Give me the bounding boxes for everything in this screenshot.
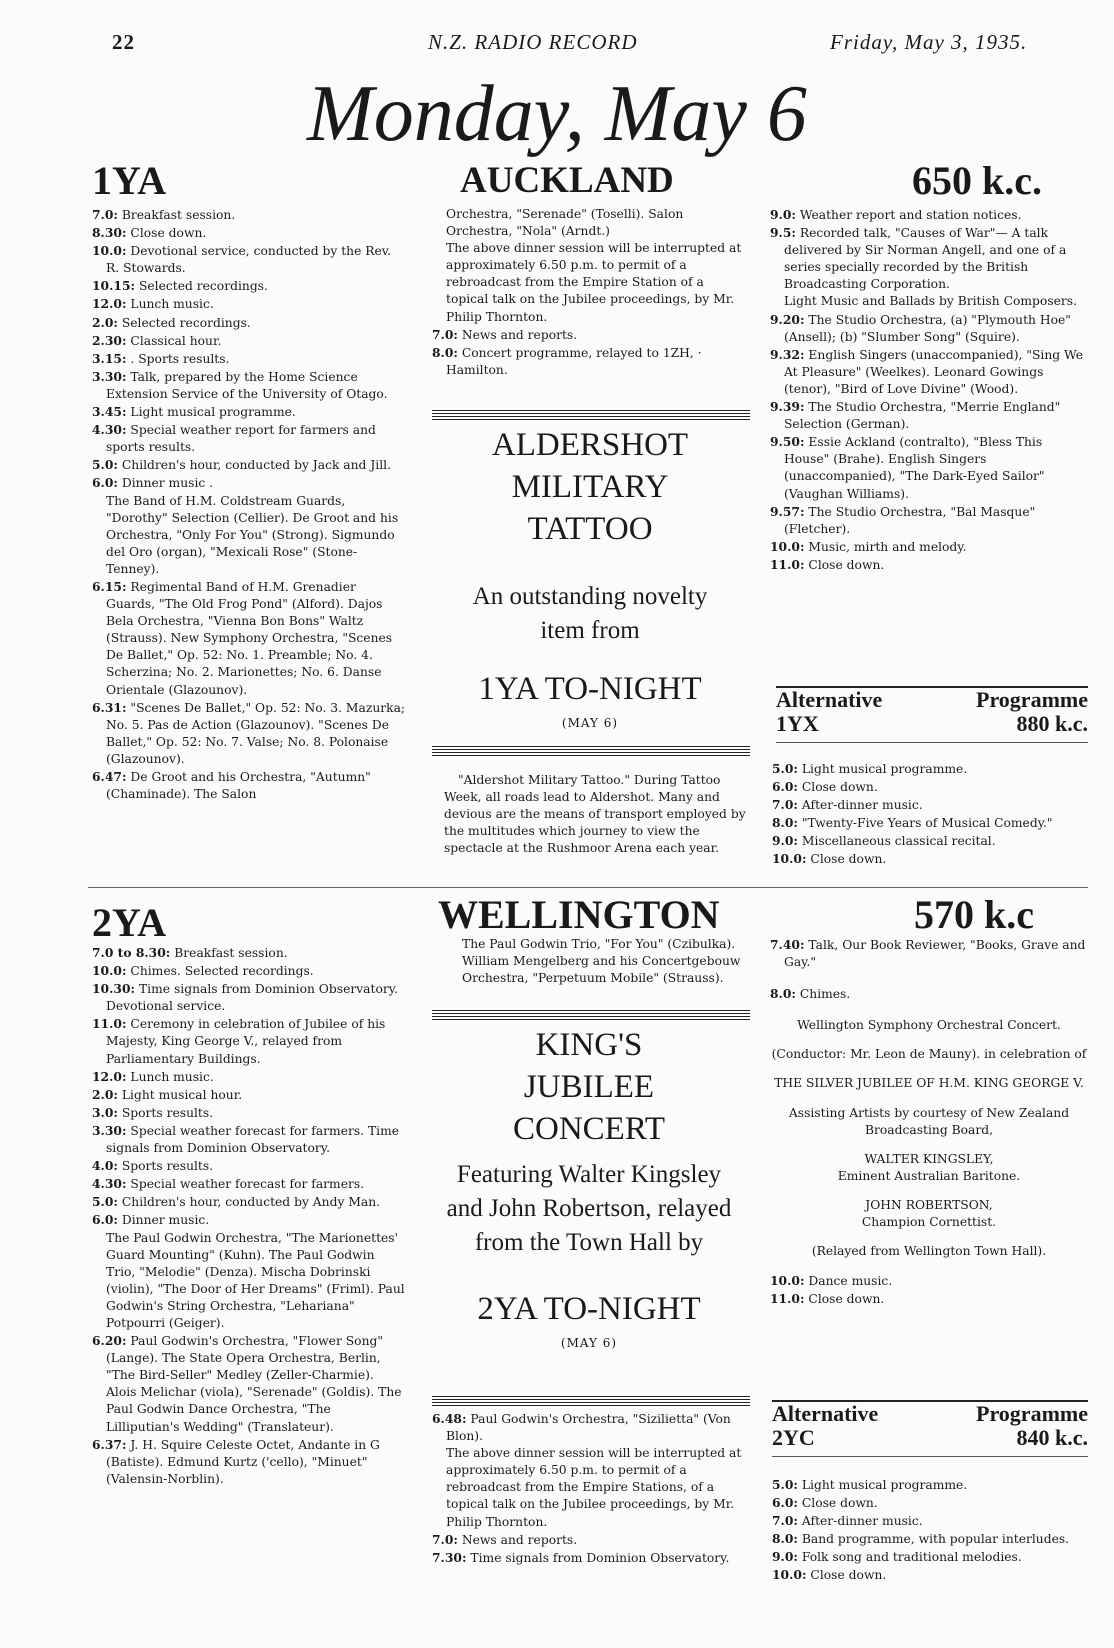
time: 2.30:: [92, 332, 127, 348]
list-item: [92, 980, 407, 1015]
page-title: Monday, May 6: [307, 70, 807, 158]
time: 5.0:: [772, 761, 798, 776]
artist-description: Champion Cornettist.: [861, 1215, 997, 1230]
time: 12.0:: [92, 1068, 127, 1084]
description: Talk, prepared by the Home Science Extension Service of the University of Otago.: [106, 369, 388, 401]
auckland-column-2: [432, 206, 748, 379]
frequency-1ya: 650 k.c.: [912, 158, 1042, 203]
issue-date: Friday, May 3, 1935.: [830, 30, 1028, 54]
description: Light musical programme.: [801, 762, 968, 776]
rule: [432, 1010, 750, 1020]
list-item: [432, 206, 748, 240]
description: The above dinner session will be interrupted at approximately 6.50 p.m. to permit of a rebroadcast from the Empire Stations, of a topical talk on the Jubilee proceedings, by Mr. Philip Thornton.: [446, 1446, 742, 1529]
description: News and reports.: [461, 327, 578, 342]
time: 6.31:: [92, 699, 127, 715]
description: Orchestra, "Serenade" (Toselli). Salon Orchestra, "Nola" (Arndt.): [446, 207, 684, 239]
time: 10.0:: [92, 243, 127, 259]
station-2ya: 2YA: [92, 900, 167, 945]
description: Close down.: [808, 557, 885, 572]
description: Paul Godwin's Orchestra, "Sizilietta" (Von Blon).: [446, 1412, 731, 1444]
alt-freq: 880 k.c.: [1016, 711, 1088, 736]
list-item: [92, 493, 407, 578]
description: The Studio Orchestra, "Bal Masque" (Fletcher).: [784, 504, 1036, 536]
list-item: [92, 1104, 407, 1122]
city-wellington: WELLINGTON: [438, 892, 720, 937]
list-item: [92, 368, 407, 403]
description: Band programme, with popular interludes.: [801, 1532, 1070, 1547]
description: Close down.: [810, 1568, 887, 1583]
ad-line: KING'S: [535, 1027, 643, 1063]
time: 6.0:: [772, 779, 798, 795]
list-item: [92, 295, 407, 313]
list-item: [770, 206, 1088, 224]
list-item: [92, 1068, 407, 1086]
description: Light musical hour.: [121, 1087, 243, 1102]
aldershot-note: "Aldershot Military Tattoo." During Tattoo Week, all roads lead to Aldershot. Many and devious are the means of transport employed by the multitudes which journey to view the spectacle at the Rushmoor Arena each year.: [444, 773, 746, 856]
list-item: [772, 1494, 1088, 1512]
list-item: [448, 936, 748, 987]
list-item: [770, 1290, 1088, 1308]
artist-name: JOHN ROBERTSON,: [865, 1197, 993, 1212]
alt-label-2: Programme: [976, 1401, 1088, 1426]
time: 7.0:: [432, 326, 458, 342]
description: . Sports results.: [130, 351, 230, 366]
wellington-column-2: [448, 936, 748, 987]
jubilee-ad: [422, 1024, 756, 1350]
time: 3.30:: [92, 368, 127, 384]
ad-sub: Featuring Walter Kingsley: [456, 1161, 722, 1188]
list-item: [770, 293, 1088, 310]
description: Music, mirth and melody.: [808, 539, 967, 554]
time: 9.50:: [770, 434, 805, 450]
wellington-column-1: [92, 944, 407, 1488]
time: 10.0:: [770, 538, 805, 554]
list-item: [92, 699, 407, 768]
wellington-column-2b: [432, 1410, 748, 1567]
time: 7.0:: [772, 797, 798, 813]
description: Light Music and Ballads by British Composers.: [784, 294, 1077, 309]
alt-programme-1yx: [776, 686, 1088, 743]
alt-1yx-list: [772, 760, 1088, 869]
description: Miscellaneous classical recital.: [801, 834, 996, 849]
description: After-dinner music.: [801, 798, 923, 813]
concert-title: Wellington Symphony Orchestral Concert.: [797, 1018, 1061, 1033]
description: Sports results.: [121, 1105, 214, 1120]
time: 6.47:: [92, 769, 127, 784]
list-item: [92, 421, 407, 456]
description: Time signals from Dominion Observatory. Devotional service.: [106, 982, 398, 1014]
description: Dance music.: [808, 1274, 893, 1289]
description: Special weather forecast for farmers. Time signals from Dominion Observatory.: [106, 1123, 400, 1156]
list-item: [772, 850, 1088, 868]
time: 9.57:: [770, 503, 805, 519]
time: 6.0:: [92, 475, 118, 491]
list-item: [92, 1175, 407, 1193]
list-item: [92, 224, 407, 242]
time: 2.0:: [92, 1086, 118, 1102]
auckland-column-3: [770, 206, 1088, 574]
list-item: [92, 332, 407, 350]
time: 5.0:: [92, 457, 118, 473]
time: 2.0:: [92, 314, 118, 330]
list-item: 7.40: Talk, Our Book Reviewer, "Books, Grave and Gay.": [770, 937, 1086, 970]
list-item: [92, 578, 407, 699]
list-item: [432, 1531, 748, 1549]
description: Folk song and traditional melodies.: [801, 1550, 1022, 1565]
description: Essie Ackland (contralto), "Bless This House" (Brahe). English Singers (unaccompanied), "The Dark-Eyed Sailor" (Vaughan Williams).: [784, 435, 1045, 501]
description: Recorded talk, "Causes of War"— A talk delivered by Sir Norman Angell, and one of a series specially recorded by the British Broadcasting Corporation.: [784, 226, 1067, 292]
conductor: (Conductor: Mr. Leon de Mauny). in celebration of: [771, 1047, 1087, 1062]
list-item: [432, 344, 748, 379]
description: Light musical programme.: [130, 405, 296, 420]
list-item: [770, 433, 1088, 502]
rule: [432, 1396, 750, 1406]
list-item: [92, 1211, 407, 1229]
alt-2yc-list: [772, 1476, 1088, 1585]
ad-line: CONCERT: [512, 1111, 666, 1147]
time: 9.0:: [772, 1549, 798, 1565]
time: 9.0:: [770, 207, 796, 222]
time: 9.0:: [772, 833, 798, 849]
time: 7.0:: [92, 207, 118, 222]
description: Lunch music.: [130, 297, 214, 312]
list-item: [432, 1549, 748, 1567]
list-item: [772, 796, 1088, 814]
time: 10.0:: [770, 1273, 805, 1289]
description: Children's hour, conducted by Andy Man.: [121, 1195, 381, 1210]
description: Children's hour, conducted by Jack and Jill.: [121, 458, 391, 473]
time: 9.39:: [770, 399, 805, 415]
list-item: [432, 240, 748, 325]
alt-label: Alternative: [772, 1401, 879, 1426]
time: 5.0:: [772, 1477, 798, 1492]
time: 8.0:: [772, 1531, 798, 1547]
description: The Band of H.M. Coldstream Guards, "Dorothy" Selection (Cellier). De Groot and his Orchestra, "Only For You" (Strong). Sigmundo del Oro (organ), "Mexicali Rose" (Stone-Tenney).: [106, 493, 399, 576]
ad-sub: An outstanding novelty: [472, 583, 708, 610]
description: "Scenes De Ballet," Op. 52: No. 3. Mazurka; No. 5. Pas de Action (Glazounov). "Scenes De Ballet," Op. 52: No. 7. Valse; No. 8. Polonaise (Glazounov).: [106, 700, 406, 766]
list-item: [772, 1548, 1088, 1566]
list-item: [772, 778, 1088, 796]
description: English Singers (unaccompanied), "Sing We At Pleasure" (Weelkes). Leonard Gowings (tenor), "Bird of Love Divine" (Wood).: [784, 347, 1083, 396]
list-item: [772, 1476, 1088, 1494]
list-item: [432, 1410, 748, 1445]
list-item: [92, 1332, 407, 1436]
ad-line: ALDERSHOT: [491, 427, 689, 463]
description: Special weather report for farmers and sports results.: [106, 423, 376, 455]
jubilee-title: THE SILVER JUBILEE OF H.M. KING GEORGE V.: [774, 1076, 1084, 1091]
time: 7.0 to 8.30:: [92, 945, 171, 960]
description: Ceremony in celebration of Jubilee of his Majesty, King George V., relayed from Parliamentary Buildings.: [106, 1017, 386, 1066]
aldershot-ad: [430, 424, 750, 730]
list-item: [770, 503, 1088, 538]
description: Devotional service, conducted by the Rev. R. Stowards.: [106, 244, 392, 276]
time: 6.0:: [772, 1495, 798, 1511]
auckland-column-1: [92, 206, 407, 803]
time: 3.30:: [92, 1122, 127, 1138]
description: The above dinner session will be interrupted at approximately 6.50 p.m. to permit of a rebroadcast from the Empire Station of a topical talk on the Jubilee proceedings, by Mr. Philip Thornton.: [446, 241, 742, 324]
time: 4.30:: [92, 1176, 127, 1192]
time: 7.0:: [432, 1531, 458, 1547]
description: Dinner music .: [121, 476, 214, 491]
description: The Paul Godwin Trio, "For You" (Czibulka). William Mengelberg and his Concertgebouw Orchestra, "Perpetuum Mobile" (Strauss).: [462, 937, 741, 986]
ad-station: 2YA TO-NIGHT: [477, 1291, 701, 1327]
time: 3.0:: [92, 1104, 118, 1120]
list-item: [92, 1230, 407, 1333]
time: 10.15:: [92, 278, 136, 294]
list-item: [92, 962, 407, 980]
description: Close down.: [130, 226, 207, 241]
list-item: [92, 474, 407, 492]
ad-line: JUBILEE: [523, 1069, 655, 1105]
list-item: [770, 1272, 1088, 1290]
description: News and reports.: [461, 1532, 578, 1547]
station-1ya: 1YA: [92, 158, 167, 203]
time: 9.32:: [770, 346, 805, 362]
section-divider: [88, 887, 1088, 888]
time: 3.45:: [92, 404, 127, 420]
description: Weather report and station notices.: [799, 208, 1022, 222]
description: Time signals from Dominion Observatory.: [470, 1550, 730, 1565]
time: 4.0:: [92, 1158, 118, 1174]
list-item: [770, 346, 1088, 398]
list-item: [772, 760, 1088, 778]
list-item: 8.0: Chimes.: [770, 986, 851, 1002]
time: 10.0:: [772, 851, 807, 867]
ad-line: TATTOO: [527, 511, 653, 547]
city-auckland: AUCKLAND: [460, 160, 674, 201]
description: Paul Godwin's Orchestra, "Flower Song" (Lange). The State Opera Orchestra, Berlin, "The Bird-Seller" Medley (Zeller-Charmie). Alois Melichar (viola), "Serenade" (Goldis). The Paul Godwin Dance Orchestra, "The Lilliputian's Wedding" (Translateur).: [106, 1334, 402, 1434]
time: 4.30:: [92, 422, 127, 438]
wellington-column-3: [770, 936, 1088, 1308]
list-item: [92, 1015, 407, 1067]
rule: [432, 746, 750, 756]
description: Close down.: [801, 780, 878, 795]
ad-date: (MAY 6): [560, 1336, 618, 1350]
time: 11.0:: [770, 556, 805, 572]
ad-sub: item from: [540, 617, 640, 644]
description: Sports results.: [121, 1159, 214, 1174]
time: 10.30:: [92, 981, 136, 997]
time: 6.15:: [92, 578, 127, 594]
time: 7.30:: [432, 1549, 467, 1565]
description: Regimental Band of H.M. Grenadier Guards, "The Old Frog Pond" (Alford). Dajos Bela Orchestra, "Vienna Bon Bons" Waltz (Strauss). New Symphony Orchestra, "Scenes De Ballet," Op. 52: No. 1. Preamble; No. 4. Scherzina; No. 2. Marionettes; No. 6. Danse Orientale (Glazounov).: [106, 579, 393, 697]
end-items: [770, 1272, 1088, 1308]
list-item: [92, 768, 407, 803]
list-item: [772, 832, 1088, 850]
description: Classical hour.: [130, 333, 222, 348]
ad-sub: from the Town Hall by: [474, 1229, 704, 1256]
time: 9.5:: [770, 225, 796, 241]
time: 8.0:: [432, 344, 458, 360]
description: Chimes. Selected recordings.: [130, 964, 314, 979]
list-item: [92, 1193, 407, 1211]
description: The Studio Orchestra, "Merrie England" Selection (German).: [784, 400, 1061, 432]
description: The Paul Godwin Orchestra, "The Marionettes' Guard Mounting" (Kuhn). The Paul Godwin Trio, "Melodie" (Denza). Mischa Dobrinski (violin), "The Door of Her Dreams" (Friml). Paul Godwin's String Orchestra, "Lehariana" Potpourri (Geiger).: [106, 1230, 405, 1330]
publication-name: N.Z. RADIO RECORD: [428, 30, 638, 54]
description: Light musical programme.: [801, 1478, 968, 1492]
description: The Studio Orchestra, (a) "Plymouth Hoe" (Ansell); (b) "Slumber Song" (Squire).: [784, 312, 1071, 344]
alt-label-2: Programme: [976, 687, 1088, 712]
list-item: [92, 1157, 407, 1175]
time: 11.0:: [92, 1016, 127, 1032]
list-item: [770, 398, 1088, 433]
description: Breakfast session.: [121, 208, 236, 222]
time: 6.20:: [92, 1333, 127, 1349]
ad-line: MILITARY: [511, 469, 669, 505]
ad-station: 1YA TO-NIGHT: [478, 671, 702, 707]
time: 11.0:: [770, 1291, 805, 1307]
time: 5.0:: [92, 1194, 118, 1210]
alt-station: 2YC: [772, 1425, 815, 1450]
description: J. H. Squire Celeste Octet, Andante in G (Batiste). Edmund Kurtz ('cello), "Minuet" (Valensin-Norblin).: [106, 1437, 380, 1486]
list-item: [770, 311, 1088, 346]
time: 6.0:: [92, 1212, 118, 1228]
description: Close down.: [801, 1496, 878, 1511]
list-item: [770, 224, 1088, 293]
description: "Twenty-Five Years of Musical Comedy.": [801, 816, 1053, 831]
list-item: [770, 538, 1088, 556]
description: Concert programme, relayed to 1ZH, · Hamilton.: [446, 345, 702, 377]
description: Close down.: [808, 1292, 885, 1307]
list-item: [92, 206, 407, 224]
description: Breakfast session.: [174, 946, 288, 960]
time: 10.0:: [92, 963, 127, 979]
time: 10.0:: [772, 1567, 807, 1583]
list-item: [92, 944, 407, 962]
alt-freq: 840 k.c.: [1016, 1425, 1088, 1450]
list-item: [92, 242, 407, 277]
list-item: [772, 814, 1088, 832]
list-item: [92, 1086, 407, 1104]
time: 6.48:: [432, 1411, 467, 1426]
frequency-2ya: 570 k.c: [914, 892, 1034, 937]
list-item: [770, 556, 1088, 574]
time: 12.0:: [92, 296, 127, 312]
ad-date: (MAY 6): [561, 716, 619, 730]
list-item: [432, 1445, 748, 1530]
time: 8.0:: [772, 815, 798, 831]
ad-sub: and John Robertson, relayed: [446, 1195, 732, 1222]
time: 8.30:: [92, 225, 127, 241]
description: After-dinner music.: [801, 1514, 923, 1529]
description: Lunch music.: [130, 1069, 214, 1084]
list-item: [432, 326, 748, 344]
description: De Groot and his Orchestra, "Autumn" (Chaminade). The Salon: [106, 770, 371, 802]
time: 6.37:: [92, 1436, 127, 1452]
description: Selected recordings.: [138, 279, 268, 294]
list-item: [92, 314, 407, 332]
alt-label: Alternative: [776, 687, 883, 712]
list-item: [92, 403, 407, 421]
list-item: [92, 350, 407, 368]
artist-name: WALTER KINGSLEY,: [864, 1151, 994, 1166]
list-item: [772, 1566, 1088, 1584]
rule: [432, 410, 750, 420]
list-item: [772, 1512, 1088, 1530]
list-item: [92, 1436, 407, 1488]
alt-programme-2yc: [772, 1400, 1088, 1457]
time: 3.15:: [92, 350, 127, 366]
list-item: [92, 456, 407, 474]
time: 7.0:: [772, 1513, 798, 1529]
artist-description: Eminent Australian Baritone.: [837, 1168, 1021, 1183]
list-item: [92, 277, 407, 295]
list-item: [772, 1530, 1088, 1548]
assisting-artists: Assisting Artists by courtesy of New Zealand Broadcasting Board,: [788, 1105, 1070, 1137]
description: Close down.: [810, 852, 887, 867]
page-number: 22: [112, 30, 135, 54]
description: Selected recordings.: [121, 315, 251, 330]
relay-note: (Relayed from Wellington Town Hall).: [811, 1244, 1047, 1259]
time: 9.20:: [770, 311, 805, 327]
description: Dinner music.: [121, 1213, 210, 1228]
list-item: [92, 1122, 407, 1157]
description: Special weather forecast for farmers.: [130, 1177, 365, 1192]
alt-station: 1YX: [776, 711, 819, 736]
